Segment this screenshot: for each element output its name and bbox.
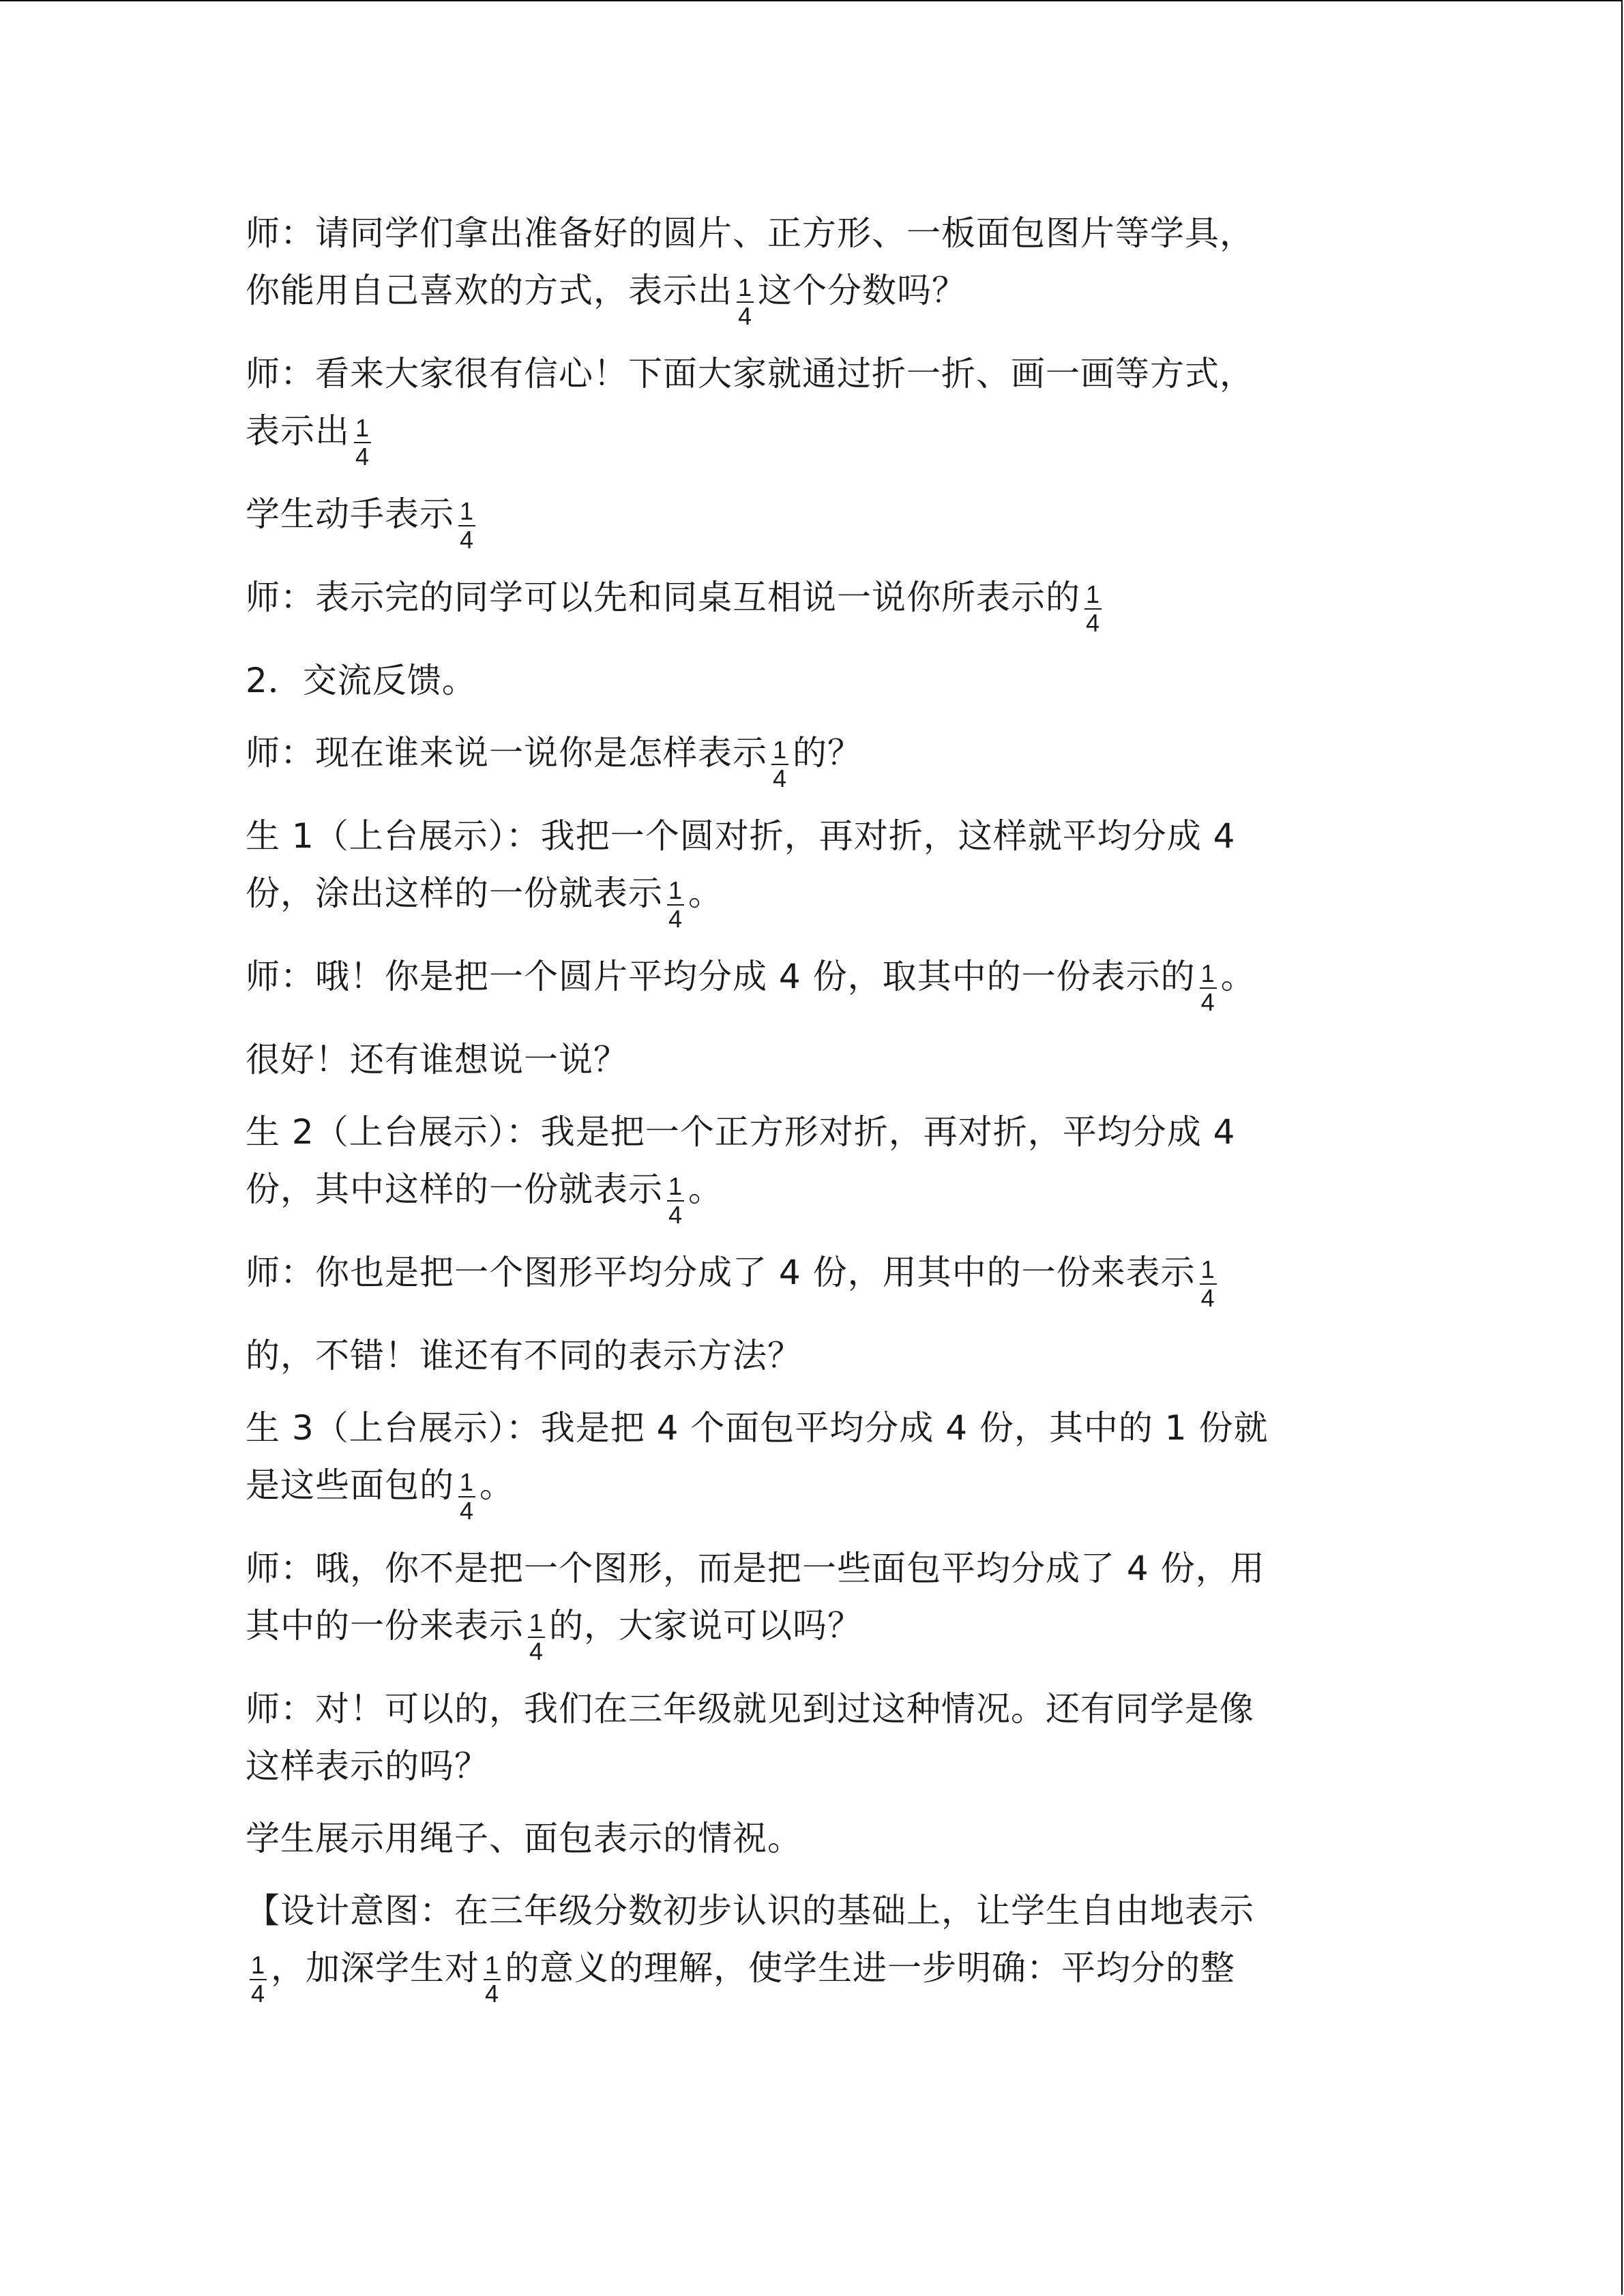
text-segment: 师：现在谁来说一说你是怎样表示: [246, 733, 767, 773]
text-line: [246, 1103, 1371, 1161]
fraction-numerator: 1: [460, 1468, 475, 1496]
text-segment: 师：哦，你不是把一个图形，而是把一些面包平均分成了 4 份，用: [246, 1549, 1265, 1588]
fraction-denominator: 4: [460, 526, 475, 554]
fraction-numerator: 1: [1200, 1255, 1215, 1283]
text-segment: 份，涂出这样的一份就表示: [246, 874, 663, 913]
text-line: [246, 1680, 1371, 1738]
text-line: [246, 1540, 1371, 1597]
fraction-denominator: 4: [1200, 1284, 1215, 1312]
fraction-numerator: 1: [251, 1951, 266, 1979]
fraction-numerator: 1: [355, 414, 370, 442]
fraction-one-quarter: [458, 1469, 475, 1525]
fraction-denominator: 4: [355, 443, 370, 471]
text-segment: 。: [688, 1169, 724, 1209]
text-segment: 。: [1220, 957, 1256, 996]
fraction-denominator: 4: [485, 1980, 500, 2008]
fraction-one-quarter: [1200, 1256, 1217, 1312]
fraction-denominator: 4: [773, 764, 788, 792]
fraction-numerator: 1: [460, 497, 475, 525]
text-segment: 这样表示的吗？: [246, 1746, 489, 1786]
text-segment: 学生动手表示: [246, 494, 454, 534]
text-line: [246, 1810, 1371, 1867]
fraction-numerator: 1: [773, 736, 788, 764]
fraction-one-quarter: [1084, 581, 1102, 637]
text-segment: 这个分数吗？: [758, 271, 967, 310]
text-line: [246, 1457, 1371, 1525]
fraction-denominator: 4: [738, 302, 753, 330]
text-line: [246, 1882, 1371, 1939]
text-segment: 师：你也是把一个图形平均分成了 4 份，用其中的一份来表示: [246, 1253, 1196, 1292]
text-line: [246, 205, 1371, 262]
text-line: [246, 948, 1371, 1016]
text-segment: 的，不错！谁还有不同的表示方法？: [246, 1336, 802, 1375]
fraction-one-quarter: [771, 736, 788, 792]
text-line: [246, 1597, 1371, 1665]
fraction-numerator: 1: [529, 1609, 544, 1637]
text-segment: 师：表示完的同学可以先和同桌互相说一说你所表示的: [246, 578, 1080, 617]
fraction-denominator: 4: [460, 1497, 475, 1525]
text-line: [246, 1939, 1371, 2008]
text-segment: 的？: [793, 733, 863, 773]
fraction-numerator: 1: [738, 273, 753, 301]
fraction-one-quarter: [250, 1952, 267, 2008]
text-segment: 学生展示用绳子、面包表示的情祝。: [246, 1819, 802, 1858]
text-segment: 的，大家说可以吗？: [549, 1606, 863, 1645]
text-segment: 的意义的理解，使学生进一步明确：平均分的整: [505, 1948, 1236, 1988]
fraction-denominator: 4: [668, 905, 683, 933]
fraction-denominator: 4: [668, 1201, 683, 1229]
text-segment: 师：看来大家很有信心！下面大家就通过折一折、画一画等方式，: [246, 354, 1254, 393]
text-line: [246, 1327, 1371, 1384]
text-segment: 份，其中这样的一份就表示: [246, 1169, 663, 1209]
document-body: [246, 205, 1371, 2008]
text-segment: 师：哦！你是把一个圆片平均分成 4 份，取其中的一份表示的: [246, 957, 1196, 996]
text-line: [246, 724, 1371, 792]
text-segment: 师：请同学们拿出准备好的圆片、正方形、一板面包图片等学具，: [246, 213, 1254, 253]
text-segment: 生 1（上台展示）：我把一个圆对折，再对折，这样就平均分成 4: [246, 816, 1236, 856]
fraction-one-quarter: [667, 1173, 684, 1229]
fraction-denominator: 4: [529, 1637, 544, 1665]
fraction-one-quarter: [737, 274, 754, 330]
fraction-numerator: 1: [485, 1951, 500, 1979]
text-segment: ，加深学生对: [271, 1948, 480, 1988]
text-line: [246, 262, 1371, 330]
text-segment: 。: [479, 1465, 515, 1505]
fraction-one-quarter: [484, 1952, 501, 2008]
fraction-one-quarter: [458, 498, 475, 554]
fraction-one-quarter: [667, 877, 684, 933]
text-line: [246, 1031, 1371, 1088]
fraction-denominator: 4: [251, 1980, 266, 2008]
text-line: [246, 345, 1371, 402]
text-line: [246, 807, 1371, 865]
fraction-numerator: 1: [668, 1172, 683, 1200]
text-line: [246, 1399, 1371, 1457]
text-segment: 【设计意图：在三年级分数初步认识的基础上，让学生自由地表示: [246, 1891, 1254, 1930]
text-segment: 表示出: [246, 411, 350, 451]
fraction-one-quarter: [528, 1609, 545, 1665]
text-line: [246, 402, 1371, 471]
text-segment: 生 2（上台展示）：我是把一个正方形对折，再对折，平均分成 4: [246, 1112, 1236, 1152]
fraction-numerator: 1: [1200, 959, 1215, 987]
text-segment: 师：对！可以的，我们在三年级就见到过这种情况。还有同学是像: [246, 1689, 1254, 1729]
text-line: [246, 1161, 1371, 1229]
fraction-denominator: 4: [1086, 609, 1101, 637]
text-line: [246, 865, 1371, 933]
text-segment: 生 3（上台展示）：我是把 4 个面包平均分成 4 份，其中的 1 份就: [246, 1408, 1269, 1448]
text-line: [246, 1244, 1371, 1312]
fraction-numerator: 1: [1086, 580, 1101, 608]
text-segment: 其中的一份来表示: [246, 1606, 524, 1645]
text-segment: 你能用自己喜欢的方式，表示出: [246, 271, 733, 310]
fraction-denominator: 4: [1200, 988, 1215, 1016]
text-segment: 很好！还有谁想说一说？: [246, 1040, 628, 1079]
text-line: [246, 486, 1371, 554]
fraction-one-quarter: [1200, 960, 1217, 1016]
text-segment: 2．交流反馈。: [246, 661, 477, 700]
text-line: [246, 1738, 1371, 1795]
fraction-numerator: 1: [668, 876, 683, 904]
text-segment: 。: [688, 874, 724, 913]
text-line: [246, 569, 1371, 637]
fraction-one-quarter: [354, 415, 371, 471]
text-segment: 是这些面包的: [246, 1465, 454, 1505]
text-line: [246, 652, 1371, 709]
